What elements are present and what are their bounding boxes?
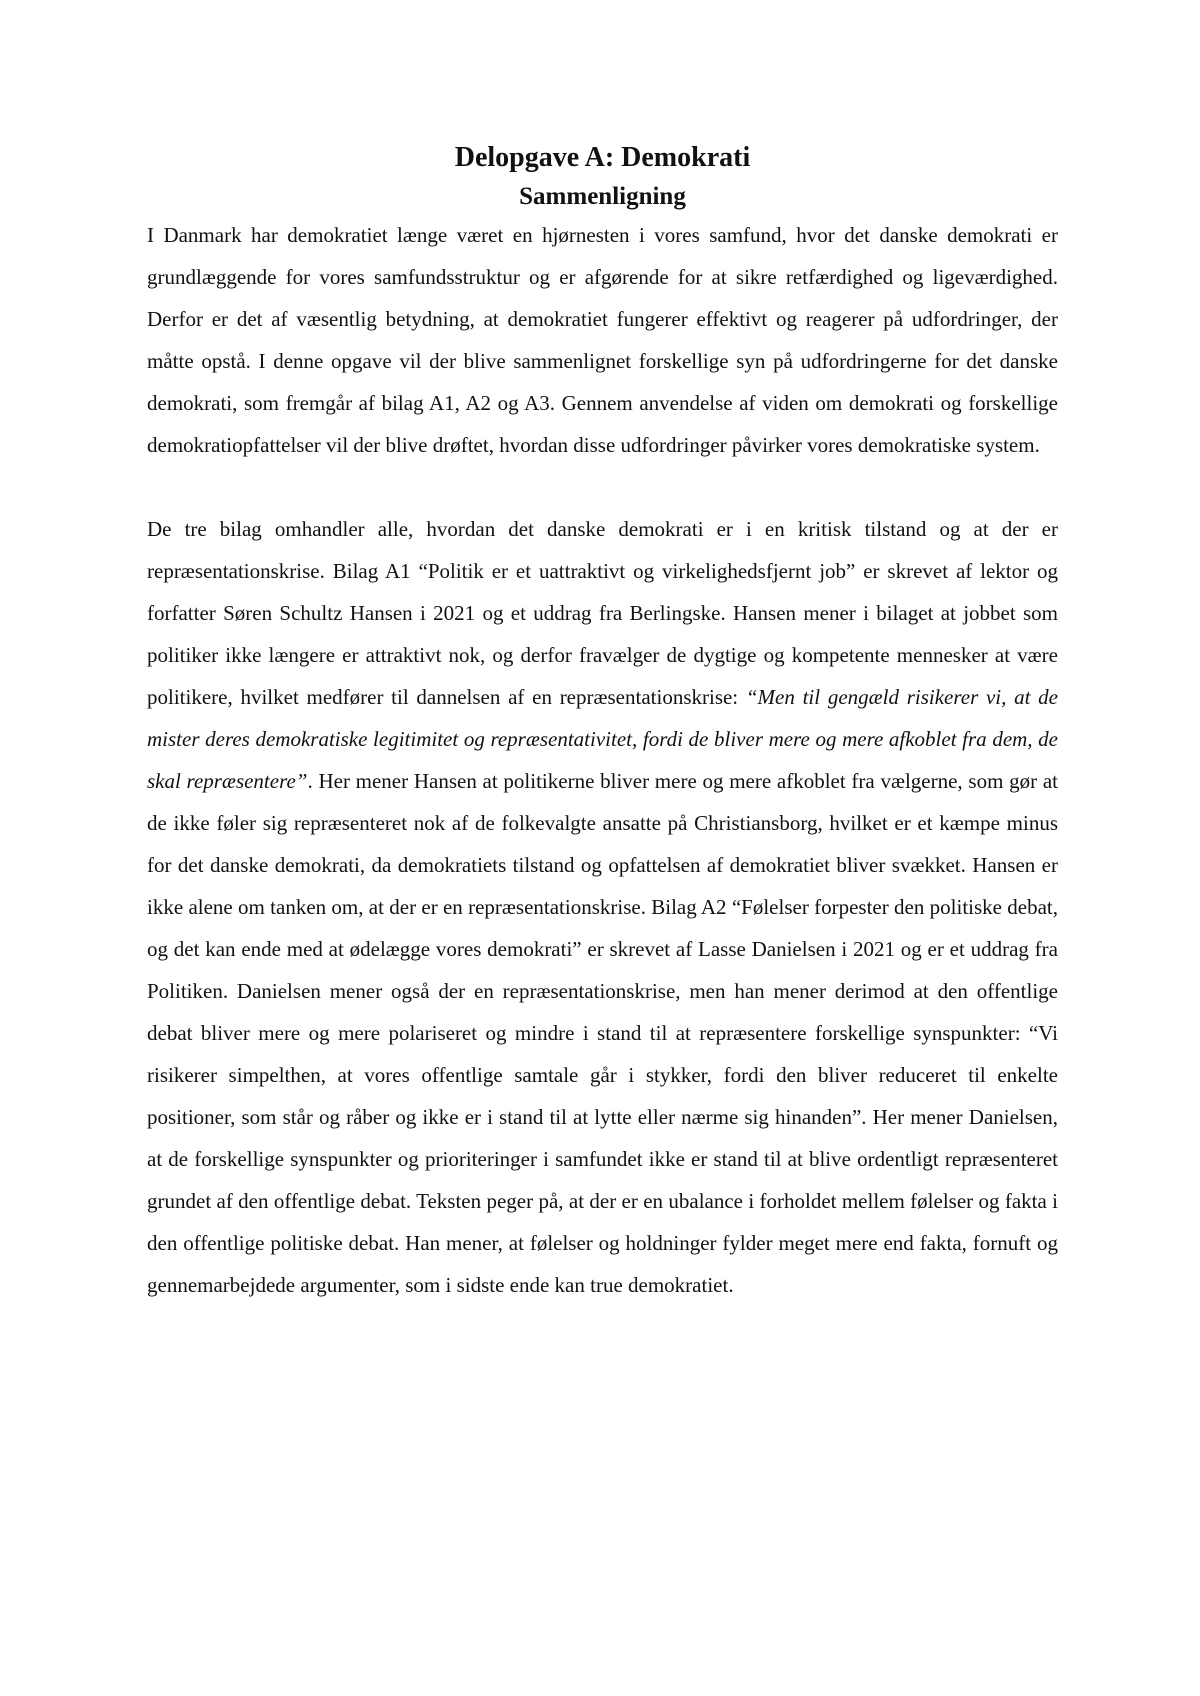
paragraph-comparison xyxy=(147,508,1058,1306)
paragraph-comparison-text-1: De tre bilag omhandler alle, hvordan det danske demokrati er i en kritisk tilstand og at der er repræsentationskrise. Bilag A1 “Politik er et uattraktivt og virkelighedsfjernt job” er skrevet af lektor og forfatter Søren Schultz Hansen i 2021 og et uddrag fra Berlingske. Hansen mener i bilaget at jobbet som politiker ikke længere er attraktivt nok, og derfor fravælger de dygtige og kompetente mennesker at være politikere, hvilket medfører til dannelsen af en repræsentationskrise: xyxy=(147,517,1058,709)
document-page xyxy=(147,140,1058,1306)
document-title: Delopgave A: Demokrati xyxy=(454,142,751,173)
section-heading: Sammenligning xyxy=(519,183,686,210)
paragraph-comparison-text-2: . Her mener Hansen at politikerne bliver mere og mere afkoblet fra vælgerne, som gør at de ikke føler sig repræsenteret nok af de folkevalgte ansatte på Christiansborg, hvilket er et kæmpe minus for det danske demokrati, da demokratiets tilstand og opfattelsen af demokratiet bliver svækket. Hansen er ikke alene om tanken om, at der er en repræsentationskrise. Bilag A2 “Følelser forpester den politiske debat, og det kan ende med at ødelægge vores demokrati” er skrevet af Lasse Danielsen i 2021 og er et uddrag fra Politiken. Danielsen mener også der en repræsentationskrise, men han mener derimod at den offentlige debat bliver mere og mere polariseret og mindre i stand til at repræsentere forskellige synspunkter: “Vi risikerer simpelthen, at vores offentlige samtale går i stykker, fordi den bliver reduceret til enkelte positioner, som står og råber og ikke er i stand til at lytte eller nærme sig hinanden”. Her mener Danielsen, at de forskellige synspunkter og prioriteringer i samfundet ikke er stand til at blive ordentligt repræsenteret grundet af den offentlige debat. Teksten peger på, at der er en ubalance i forholdet mellem følelser og fakta i den offentlige politiske debat. Han mener, at følelser og holdninger fylder meget mere end fakta, fornuft og gennemarbejdede argumenter, som i sidste ende kan true demokratiet. xyxy=(147,769,1058,1297)
paragraph-introduction: I Danmark har demokratiet længe været en hjørnesten i vores samfund, hvor det danske demokrati er grundlæggende for vores samfundsstruktur og er afgørende for at sikre retfærdighed og ligeværdighed. Derfor er det af væsentlig betydning, at demokratiet fungerer effektivt og reagerer på udfordringer, der måtte opstå. I denne opgave vil der blive sammenlignet forskellige syn på udfordringerne for det danske demokrati, som fremgår af bilag A1, A2 og A3. Gennem anvendelse af viden om demokrati og forskellige demokratiopfattelser vil der blive drøftet, hvordan disse udfordringer påvirker vores demokratiske system. xyxy=(147,223,1058,457)
hansen-quote: “Men til gengæld risikerer vi, at de mister deres demokratiske legitimitet og repræsentativitet, fordi de bliver mere og mere afkoblet fra dem, de skal repræsentere” xyxy=(147,685,1058,793)
